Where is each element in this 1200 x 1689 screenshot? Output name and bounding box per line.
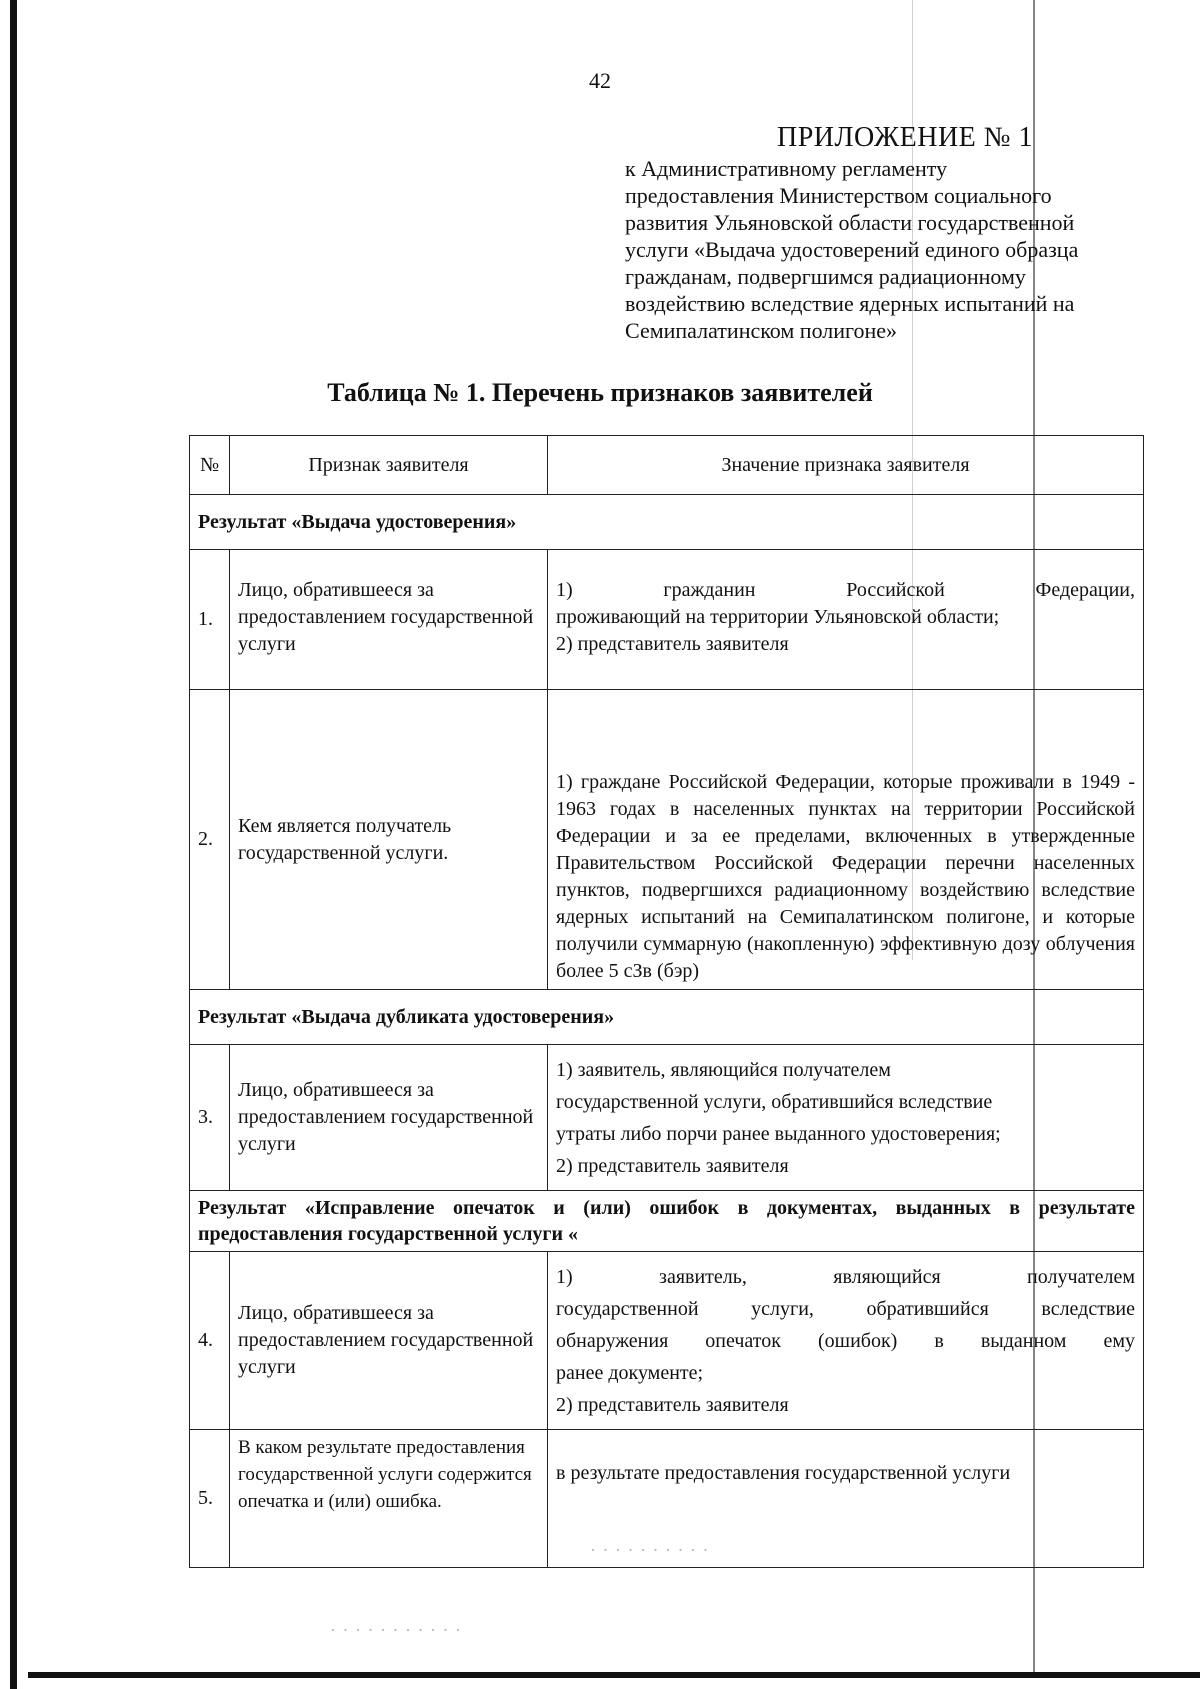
table-header-row (190, 436, 1144, 495)
row-value-line: обнаружения опечаток (ошибок) в выданном ему (556, 1329, 1135, 1352)
scan-show-through: · · · · · · · · · · · (330, 1620, 462, 1640)
applicant-signs-table (189, 435, 1144, 1568)
row-value-line: 1) гражданин Российской Федерации, (556, 579, 1135, 601)
result-group-row (190, 495, 1144, 550)
row-value-line: государственной услуги, обратившийся вследствие (556, 1090, 993, 1113)
result-group-title: Результат «Исправление опечаток и (или) ошибок в документах, выданных в результате предоставления государственной услуги « (190, 1191, 1144, 1252)
row-value (548, 1252, 1144, 1430)
row-value-line: проживающий на территории Ульяновской области; (556, 606, 1000, 628)
row-num: 1. (190, 550, 230, 690)
row-value (548, 550, 1144, 690)
row-num: 4. (190, 1252, 230, 1430)
row-sign: Лицо, обратившееся за предоставлением государственной услуги (230, 1252, 548, 1430)
appendix-subtitle-line: развития Ульяновской области государственной (625, 210, 1075, 235)
row-value-line: государственной услуги, обратившийся вследствие (556, 1297, 1135, 1320)
appendix-subtitle (625, 155, 1145, 344)
row-value: 1) граждане Российской Федерации, которые проживали в 1949 - 1963 годах в населенных пунктах на территории Российской Федерации и за ее пределами, включенных в утвержденные Правительством Российской Федерации перечни населенных пунктов, подвергшихся радиационному воздействию вследствие ядерных испытаний на Семипалатинском полигоне, и которые получили суммарную (накопленную) эффективную дозу облучения более 5 сЗв (бэр) (548, 690, 1144, 990)
result-group-title: Результат «Выдача дубликата удостоверения» (190, 990, 1144, 1045)
scan-left-edge (10, 0, 17, 1689)
row-num: 5. (190, 1430, 230, 1568)
table-row (190, 550, 1144, 690)
row-num: 2. (190, 690, 230, 990)
appendix-title: ПРИЛОЖЕНИЕ № 1 (777, 122, 1033, 153)
row-sign: В каком результате предоставления государственной услуги содержится опечатка и (или) ошибка. (230, 1430, 548, 1568)
result-group-row (190, 1191, 1144, 1252)
row-sign: Лицо, обратившееся за предоставлением государственной услуги (230, 550, 548, 690)
scan-bottom-edge (28, 1672, 1200, 1678)
header-num: № (190, 436, 230, 495)
row-value-line: 2) представитель заявителя (556, 1154, 789, 1177)
row-value: в результате предоставления государственной услуги (548, 1430, 1144, 1568)
scan-show-through: · · · · · · · · · · (590, 1540, 710, 1560)
appendix-subtitle-line: услуги «Выдача удостоверений единого образца (625, 237, 1079, 262)
table-row (190, 1252, 1144, 1430)
header-sign: Признак заявителя (230, 436, 548, 495)
result-group-title: Результат «Выдача удостоверения» (190, 495, 1144, 550)
result-group-row (190, 990, 1144, 1045)
row-sign: Лицо, обратившееся за предоставлением государственной услуги (230, 1045, 548, 1191)
table-caption: Таблица № 1. Перечень признаков заявителей (327, 378, 873, 407)
row-value-line: 1) заявитель, являющийся получателем (556, 1265, 1135, 1288)
appendix-subtitle-line: предоставления Министерством социального (625, 183, 1052, 208)
row-value-line: 1) заявитель, являющийся получателем (556, 1058, 891, 1081)
row-sign: Кем является получатель государственной услуги. (230, 690, 548, 990)
row-num: 3. (190, 1045, 230, 1191)
page-number: 42 (589, 68, 611, 93)
row-value-line: утраты либо порчи ранее выданного удостоверения; (556, 1122, 1001, 1145)
appendix-subtitle-line: воздействию вследствие ядерных испытаний на (625, 291, 1075, 316)
row-value (548, 1045, 1144, 1191)
row-value-line: 2) представитель заявителя (556, 633, 789, 655)
header-value: Значение признака заявителя (548, 436, 1144, 495)
row-value-line: ранее документе; (556, 1361, 704, 1384)
appendix-subtitle-line: к Административному регламенту (625, 156, 948, 181)
appendix-subtitle-line: Семипалатинском полигоне» (625, 318, 898, 343)
appendix-subtitle-line: гражданам, подвергшимся радиационному (625, 264, 1026, 289)
row-value-line: 2) представитель заявителя (556, 1393, 789, 1416)
table-row (190, 1045, 1144, 1191)
table-row (190, 690, 1144, 990)
